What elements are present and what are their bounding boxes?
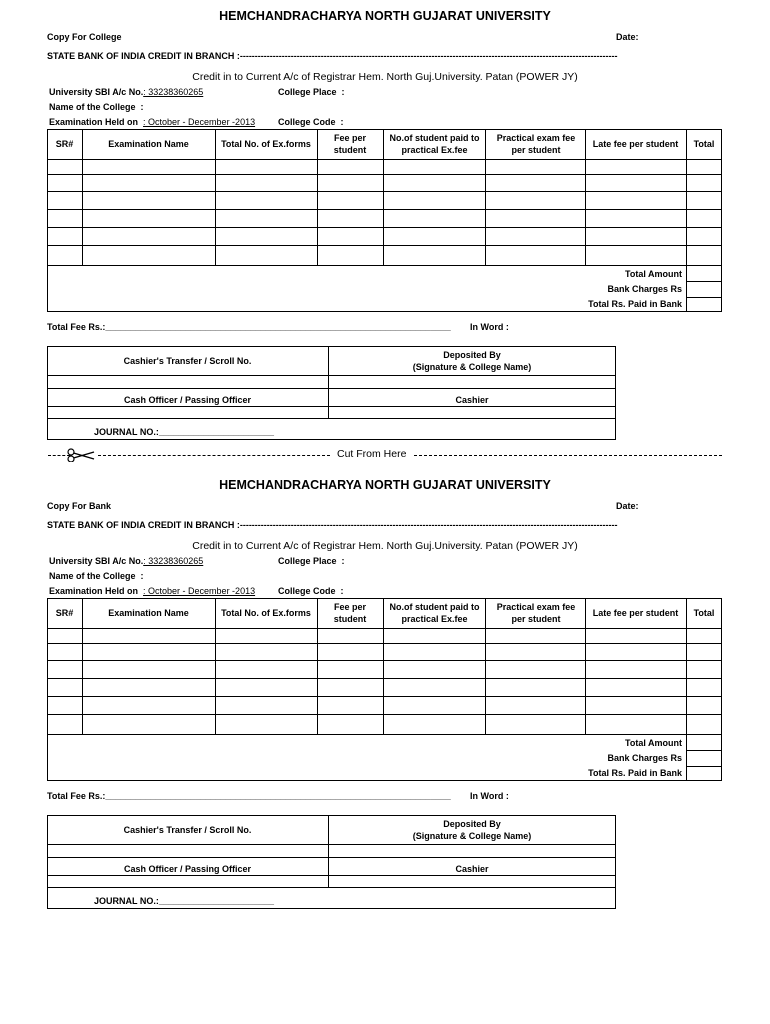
deposited-by-label: Deposited By: [443, 350, 501, 360]
total-fee-label: Total Fee Rs.:_____________________________________________________________________: [47, 322, 451, 332]
cashier-label: Cashier: [455, 395, 489, 405]
col-header-fee-per-student: Fee per student: [333, 602, 367, 624]
account-no-row: [49, 87, 203, 97]
college-code-label: College Code: [278, 586, 336, 596]
sbi-credit-line: STATE BANK OF INDIA CREDIT IN BRANCH :------------------------------------------------------------------------------------------------------------------------------: [47, 520, 618, 530]
in-word-label: In Word :: [470, 322, 509, 332]
exam-held-row: [49, 117, 255, 127]
fee-table: [0, 129, 770, 312]
col-header-total: Total: [693, 608, 715, 618]
copy-section-bank: [0, 469, 770, 917]
col-header-students-paid-practical: No.of student paid to practical Ex.fee: [389, 602, 480, 624]
college-place-row: College Place :: [278, 87, 345, 97]
exam-held-label: Examination Held on: [49, 586, 139, 596]
scissors-icon: [66, 448, 96, 462]
col-header-late-fee: Late fee per student: [592, 139, 679, 149]
cashier-label: Cashier: [455, 864, 489, 874]
copy-label: Copy For College: [47, 32, 122, 42]
college-code-row: College Code :: [278, 586, 344, 596]
college-name-row: Name of the College :: [49, 102, 144, 112]
account-label: University SBI A/c No.: [49, 556, 144, 566]
account-no: : 33238360265: [143, 87, 204, 97]
col-header-practical-fee: Practical exam fee per student: [496, 602, 576, 624]
college-name-row: Name of the College :: [49, 571, 144, 581]
copy-section-college: [0, 0, 770, 448]
col-header-students-paid-practical: No.of student paid to practical Ex.fee: [389, 133, 480, 155]
cashier-transfer-label: Cashier's Transfer / Scroll No.: [123, 825, 252, 835]
college-place-label: College Place: [278, 87, 337, 97]
cut-label: Cut From Here: [337, 448, 407, 460]
university-title: HEMCHANDRACHARYA NORTH GUJARAT UNIVERSITY: [219, 478, 551, 492]
col-header-exam-name: Examination Name: [108, 608, 189, 618]
college-name-label: Name of the College: [49, 571, 136, 581]
col-header-late-fee: Late fee per student: [592, 608, 679, 618]
credit-text: Credit in to Current A/c of Registrar Hem. North Guj.University. Patan (POWER JY): [192, 540, 578, 552]
col-header-total-forms: Total No. of Ex.forms: [221, 139, 311, 149]
account-label: University SBI A/c No.: [49, 87, 144, 97]
journal-no-label: JOURNAL NO.:_______________________: [94, 427, 274, 437]
col-header-total-forms: Total No. of Ex.forms: [221, 608, 311, 618]
exam-held-label: Examination Held on: [49, 117, 139, 127]
cashier-box: [0, 815, 770, 909]
cashier-box: [0, 346, 770, 440]
bank-charges-label: Bank Charges Rs: [607, 753, 682, 763]
college-code-row: College Code :: [278, 117, 344, 127]
sbi-credit-line: STATE BANK OF INDIA CREDIT IN BRANCH :------------------------------------------------------------------------------------------------------------------------------: [47, 51, 618, 61]
bank-charges-label: Bank Charges Rs: [607, 284, 682, 294]
credit-text: Credit in to Current A/c of Registrar Hem. North Guj.University. Patan (POWER JY): [192, 71, 578, 83]
total-paid-label: Total Rs. Paid in Bank: [588, 768, 682, 778]
col-header-practical-fee: Practical exam fee per student: [496, 133, 576, 155]
cash-officer-label: Cash Officer / Passing Officer: [123, 395, 252, 405]
college-place-row: College Place :: [278, 556, 345, 566]
in-word-label: In Word :: [470, 791, 509, 801]
university-title: HEMCHANDRACHARYA NORTH GUJARAT UNIVERSITY: [219, 9, 551, 23]
signature-label: (Signature & College Name): [412, 362, 532, 372]
cashier-transfer-label: Cashier's Transfer / Scroll No.: [123, 356, 252, 366]
exam-held-row: [49, 586, 255, 596]
total-fee-label: Total Fee Rs.:_____________________________________________________________________: [47, 791, 451, 801]
copy-label: Copy For Bank: [47, 501, 112, 511]
cash-officer-label: Cash Officer / Passing Officer: [123, 864, 252, 874]
account-no-row: [49, 556, 203, 566]
col-header-sr: SR#: [55, 608, 74, 618]
college-code-label: College Code: [278, 117, 336, 127]
col-header-fee-per-student: Fee per student: [333, 133, 367, 155]
col-header-total: Total: [693, 139, 715, 149]
account-no: : 33238360265: [143, 556, 204, 566]
total-amount-label: Total Amount: [625, 738, 682, 748]
col-header-exam-name: Examination Name: [108, 139, 189, 149]
signature-label: (Signature & College Name): [412, 831, 532, 841]
exam-held-value: : October - December -2013: [143, 117, 256, 127]
cut-line: [40, 448, 730, 462]
date-label: Date:: [616, 501, 639, 511]
college-name-label: Name of the College: [49, 102, 136, 112]
exam-held-value: : October - December -2013: [143, 586, 256, 596]
journal-no-label: JOURNAL NO.:_______________________: [94, 896, 274, 906]
fee-table: [0, 598, 770, 781]
college-place-label: College Place: [278, 556, 337, 566]
date-label: Date:: [616, 32, 639, 42]
col-header-sr: SR#: [55, 139, 74, 149]
total-amount-label: Total Amount: [625, 269, 682, 279]
total-paid-label: Total Rs. Paid in Bank: [588, 299, 682, 309]
deposited-by-label: Deposited By: [443, 819, 501, 829]
